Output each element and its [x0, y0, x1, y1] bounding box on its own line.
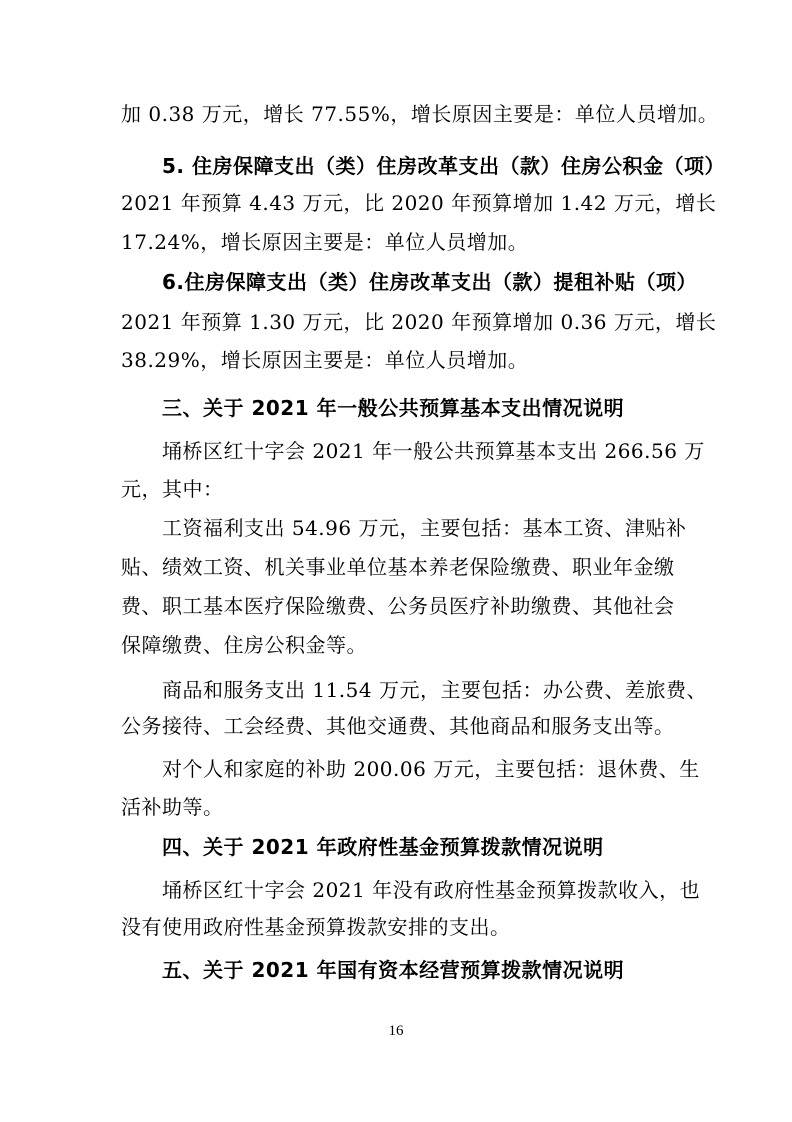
text-line: 38.29%，增长原因主要是：单位人员增加。 [121, 348, 529, 372]
item-heading-5: 5. 住房保障支出（类）住房改革支出（款）住房公积金（项） [162, 154, 725, 178]
text-line: 费、职工基本医疗保险缴费、公务员医疗补助缴费、其他社会 [121, 594, 675, 618]
text-line: 活补助等。 [121, 795, 224, 819]
text-line: 贴、绩效工资、机关事业单位基本养老保险缴费、职业年金缴 [121, 555, 675, 579]
text-line: 保障缴费、住房公积金等。 [121, 633, 367, 657]
section-heading-3: 三、关于 2021 年一般公共预算基本支出情况说明 [162, 396, 625, 420]
section-heading-5: 五、关于 2021 年国有资本经营预算拨款情况说明 [162, 958, 625, 982]
text-line: 商品和服务支出 11.54 万元，主要包括：办公费、差旅费、 [162, 678, 707, 702]
text-line: 埇桥区红十字会 2021 年没有政府性基金预算拨款收入，也 [162, 878, 701, 902]
text-line: 元，其中： [121, 477, 224, 501]
page-number: 16 [388, 1023, 404, 1039]
text-line: 加 0.38 万元，增长 77.55%，增长原因主要是：单位人员增加。 [121, 102, 719, 126]
text-line: 工资福利支出 54.96 万元，主要包括：基本工资、津贴补 [162, 516, 687, 540]
text-line: 埇桥区红十字会 2021 年一般公共预算基本支出 266.56 万 [162, 439, 705, 463]
item-heading-6: 6.住房保障支出（类）住房改革支出（款）提租补贴（项） [162, 270, 698, 294]
text-line: 没有使用政府性基金预算拨款安排的支出。 [121, 915, 511, 939]
text-line: 17.24%，增长原因主要是：单位人员增加。 [121, 230, 529, 254]
section-heading-4: 四、关于 2021 年政府性基金预算拨款情况说明 [162, 835, 604, 859]
text-line: 2021 年预算 4.43 万元，比 2020 年预算增加 1.42 万元，增长 [121, 191, 717, 215]
text-line: 对个人和家庭的补助 200.06 万元，主要包括：退休费、生 [162, 757, 700, 781]
text-line: 公务接待、工会经费、其他交通费、其他商品和服务支出等。 [121, 714, 675, 738]
text-line: 2021 年预算 1.30 万元，比 2020 年预算增加 0.36 万元，增长 [121, 310, 717, 334]
